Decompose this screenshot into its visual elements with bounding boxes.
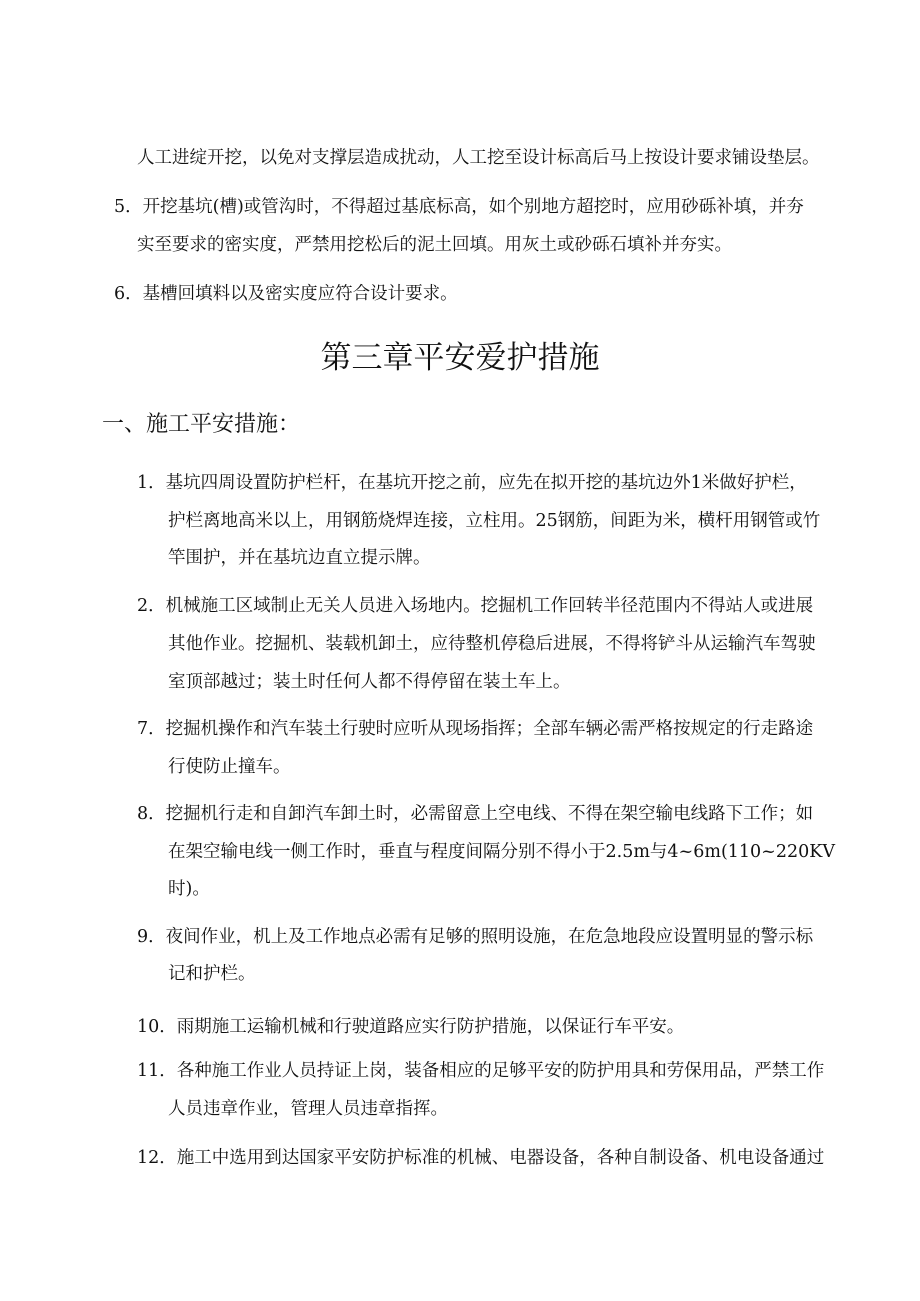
list-item-number: 1 xyxy=(137,473,149,493)
list-item-number: 8 xyxy=(137,804,149,824)
list-item-text: ．夜间作业，机上及工作地点必需有足够的照明设施，在危急地段应设置明显的警示标 xyxy=(148,927,814,947)
list-item-2-line-1 xyxy=(137,595,813,617)
list-item-text: ．挖掘机行走和自卸汽车卸土时，必需留意上空电线、不得在架空输电线路下工作；如 xyxy=(148,804,814,824)
list-item-text: ．各种施工作业人员持证上岗，装备相应的足够平安的防护用具和劳保用品，严禁工作 xyxy=(159,1061,825,1081)
list-item-9-line-1 xyxy=(137,926,813,948)
list-item-text: ．开挖基坑(槽)或管沟时，不得超过基底标高，如个别地方超挖时，应用砂砾补填，并夯 xyxy=(125,197,804,217)
list-item-7-line-1 xyxy=(137,718,813,740)
list-item-text: ．基槽回填料以及密实度应符合设计要求。 xyxy=(125,284,458,304)
list-item-text: ．雨期施工运输机械和行驶道路应实行防护措施，以保证行车平安。 xyxy=(159,1017,685,1037)
list-item-5-line-1 xyxy=(114,196,804,218)
list-item-8-line-3: 时)。 xyxy=(168,879,210,899)
list-item-12-line-1 xyxy=(137,1147,824,1169)
list-item-7-line-2: 行使防止撞车。 xyxy=(168,757,291,777)
list-item-text: ．施工中选用到达国家平安防护标准的机械、电器设备，各种自制设备、机电设备通过 xyxy=(159,1148,825,1168)
list-item-8-line-2: 在架空输电线一侧工作时，垂直与程度间隔分别不得小于2.5m与4~6m(110~220KV xyxy=(168,842,835,862)
list-item-2-line-2: 其他作业。挖掘机、装载机卸土，应待整机停稳后进展，不得将铲斗从运输汽车驾驶 xyxy=(168,634,816,654)
list-item-2-line-3: 室顶部越过；装土时任何人都不得停留在装土车上。 xyxy=(168,672,571,692)
list-item-number: 12 xyxy=(137,1148,160,1168)
list-item-text: ．基坑四周设置防护栏杆，在基坑开挖之前，应先在拟开挖的基坑边外1米做好护栏， xyxy=(148,473,807,493)
chapter-title: 第三章平安爱护措施 xyxy=(320,340,600,376)
list-item-number: 5 xyxy=(114,197,126,217)
list-item-text: ．机械施工区域制止无关人员进入场地内。挖掘机工作回转半径范围内不得站人或进展 xyxy=(148,596,814,616)
list-item-number: 7 xyxy=(137,719,149,739)
list-item-number: 10 xyxy=(137,1017,160,1037)
list-item-6-line-1 xyxy=(114,283,458,305)
list-item-10-line-1 xyxy=(137,1016,684,1038)
list-item-11-line-2: 人员违章作业，管理人员违章指挥。 xyxy=(168,1099,448,1119)
list-item-number: 2 xyxy=(137,596,149,616)
list-item-1-line-1 xyxy=(137,472,807,494)
list-item-1-line-2: 护栏离地高米以上，用钢筋烧焊连接，立柱用。25钢筋，间距为米，横杆用钢管或竹 xyxy=(168,511,821,531)
list-item-number: 9 xyxy=(137,927,149,947)
list-item-8-line-1 xyxy=(137,803,813,825)
list-item-number: 6 xyxy=(114,284,126,304)
list-item-text: ．挖掘机操作和汽车装土行驶时应听从现场指挥；全部车辆必需严格按规定的行走路途 xyxy=(148,719,814,739)
list-item-1-line-3: 竿围护，并在基坑边直立提示牌。 xyxy=(168,548,431,568)
section-heading: 一、施工平安措施： xyxy=(102,412,301,437)
paragraph-continuation-line: 人工进绽开挖，以免对支撑层造成扰动，人工挖至设计标高后马上按设计要求铺设垫层。 xyxy=(137,148,820,168)
list-item-number: 11 xyxy=(137,1061,160,1081)
list-item-11-line-1 xyxy=(137,1060,824,1082)
list-item-5-line-2: 实至要求的密实度，严禁用挖松后的泥土回填。用灰土或砂砾石填补并夯实。 xyxy=(137,235,732,255)
list-item-9-line-2: 记和护栏。 xyxy=(168,964,256,984)
